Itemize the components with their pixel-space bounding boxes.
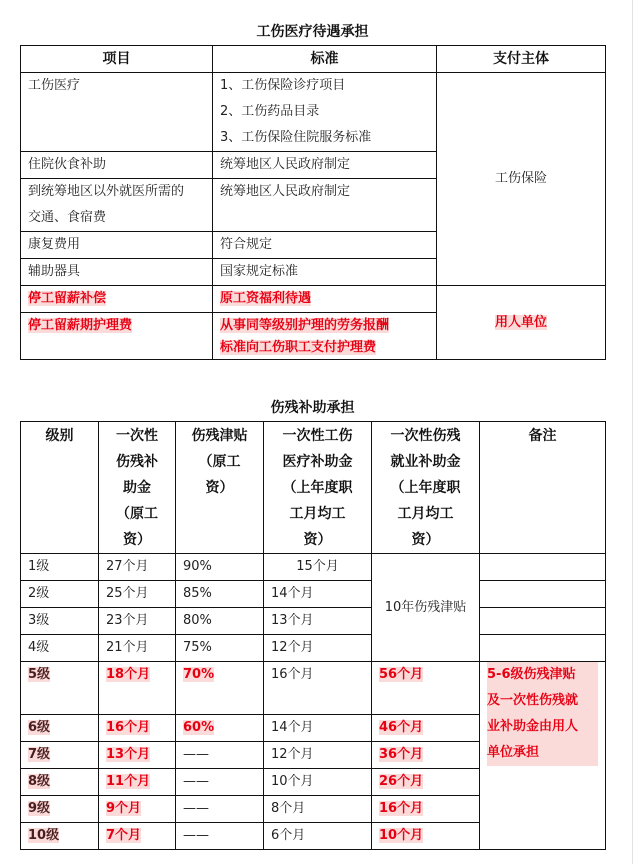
table-row [21, 581, 606, 608]
employment-cell [372, 742, 480, 769]
medical-cell: 12个月 [264, 635, 372, 662]
level-cell [21, 796, 99, 823]
standard-cell [213, 73, 437, 152]
medical-cell: 10个月 [264, 769, 372, 796]
medical-benefits-table [20, 45, 606, 360]
highlighted-text: 16个月 [379, 801, 424, 816]
standard-cell: 统筹地区人民政府制定 [213, 179, 437, 232]
allowance-cell: 75% [176, 635, 264, 662]
table-row [21, 73, 606, 152]
medical-cell: 15个月 [264, 554, 372, 581]
level-cell: 4级 [21, 635, 99, 662]
lump-cell: 27个月 [99, 554, 176, 581]
header-line: 资） [205, 480, 234, 496]
level-cell [21, 769, 99, 796]
standard-cell: 国家规定标准 [213, 259, 437, 286]
item-cell [21, 179, 213, 232]
payer-employer-cell [437, 286, 606, 360]
highlighted-text: 18个月 [106, 667, 151, 682]
lump-cell [99, 715, 176, 742]
allowance-cell: 80% [176, 608, 264, 635]
header-line: 资） [411, 532, 440, 548]
note-cell [480, 635, 606, 662]
highlighted-text: 原工资福利待遇 [220, 291, 312, 306]
lump-cell [99, 662, 176, 715]
header-line: （上年度职 [282, 480, 353, 496]
header-standard: 标准 [213, 46, 437, 73]
employment-1-4-cell: 10年伤残津贴 [372, 554, 480, 662]
medical-cell: 16个月 [264, 662, 372, 715]
highlighted-text: 26个月 [379, 774, 424, 789]
highlighted-text: 从事同等级别护理的劳务报酬 [220, 318, 390, 333]
highlighted-text: 停工留薪补偿 [28, 291, 107, 306]
disability-benefits-table [20, 421, 606, 850]
level-cell [21, 823, 99, 850]
highlighted-text: 36个月 [379, 747, 424, 762]
level-cell: 1级 [21, 554, 99, 581]
highlighted-text: 单位承担 [487, 745, 540, 760]
table-row [21, 635, 606, 662]
level-cell: 2级 [21, 581, 99, 608]
allowance-cell: 85% [176, 581, 264, 608]
header-line: 工月均工 [289, 506, 346, 522]
highlighted-text: 标准向工伤职工支付护理费 [220, 340, 377, 355]
note-5-10-cell [480, 662, 606, 850]
lump-cell [99, 769, 176, 796]
note-cell [480, 608, 606, 635]
allowance-cell [176, 662, 264, 715]
header-line: 工月均工 [397, 506, 454, 522]
highlighted-text: 用人单位 [494, 314, 547, 330]
allowance-cell: —— [176, 769, 264, 796]
level-cell [21, 742, 99, 769]
standard-cell: 统筹地区人民政府制定 [213, 152, 437, 179]
header-line: 伤残补 [116, 454, 158, 470]
item-cell: 住院伙食补助 [21, 152, 213, 179]
lump-cell [99, 742, 176, 769]
highlighted-text: 10个月 [379, 828, 424, 843]
highlighted-text: 56个月 [379, 667, 424, 682]
highlighted-text: 5级 [28, 667, 51, 682]
header-medical-subsidy [264, 422, 372, 554]
medical-cell: 14个月 [264, 581, 372, 608]
header-line: 就业补助金 [390, 454, 461, 470]
lump-cell [99, 823, 176, 850]
highlighted-text: 停工留薪期护理费 [28, 318, 133, 333]
highlighted-text: 8级 [28, 774, 51, 789]
highlighted-text: 6级 [28, 720, 51, 735]
allowance-cell: —— [176, 823, 264, 850]
employment-cell [372, 662, 480, 715]
lump-cell [99, 796, 176, 823]
header-line: 级别 [45, 428, 74, 444]
level-cell [21, 715, 99, 742]
standard-line: 2、工伤药品目录 [220, 104, 320, 119]
item-cell: 康复费用 [21, 232, 213, 259]
highlighted-text: 16个月 [106, 720, 151, 735]
employment-cell [372, 769, 480, 796]
table2-title: 伤残补助承担 [270, 400, 355, 416]
highlighted-text: 及一次性伤残就 [487, 693, 579, 708]
item-cell [21, 313, 213, 360]
medical-cell: 8个月 [264, 796, 372, 823]
payer-insurance-cell: 工伤保险 [437, 73, 606, 286]
medical-cell: 14个月 [264, 715, 372, 742]
item-cell [21, 286, 213, 313]
lump-cell: 23个月 [99, 608, 176, 635]
allowance-cell [176, 715, 264, 742]
standard-cell [213, 313, 437, 360]
employment-cell [372, 796, 480, 823]
item-line: 交通、食宿费 [28, 210, 107, 225]
highlighted-text: 46个月 [379, 720, 424, 735]
header-line: 一次性工伤 [282, 428, 353, 444]
table-row [21, 554, 606, 581]
item-cell: 辅助器具 [21, 259, 213, 286]
lump-cell: 21个月 [99, 635, 176, 662]
table-row [21, 608, 606, 635]
header-line: （原工 [198, 454, 241, 470]
highlighted-text: 业补助金由用人 [487, 719, 579, 734]
standard-line: 1、工伤保险诊疗项目 [220, 78, 346, 93]
header-notes [480, 422, 606, 554]
header-line: 一次性 [116, 428, 158, 444]
header-payer: 支付主体 [437, 46, 606, 73]
employment-cell [372, 715, 480, 742]
table1-title: 工伤医疗待遇承担 [256, 24, 369, 40]
header-line: （原工 [116, 506, 158, 522]
standard-line: 3、工伤保险住院服务标准 [220, 130, 372, 145]
level-cell [21, 662, 99, 715]
table1-header-row [21, 46, 606, 73]
medical-cell: 12个月 [264, 742, 372, 769]
allowance-cell: 90% [176, 554, 264, 581]
highlighted-text: 13个月 [106, 747, 151, 762]
highlighted-text: 10级 [28, 828, 60, 843]
medical-cell: 13个月 [264, 608, 372, 635]
page-edge [632, 0, 633, 864]
header-level [21, 422, 99, 554]
note-cell [480, 581, 606, 608]
header-line: 备注 [528, 428, 557, 444]
highlighted-text: 7个月 [106, 828, 142, 843]
header-line: 一次性伤残 [390, 428, 461, 444]
table2-header-row [21, 422, 606, 554]
level-cell: 3级 [21, 608, 99, 635]
header-line: （上年度职 [390, 480, 461, 496]
highlighted-text: 5-6级伤残津贴 [487, 667, 576, 682]
header-line: 助金 [123, 480, 151, 496]
header-item: 项目 [21, 46, 213, 73]
highlighted-text: 11个月 [106, 774, 151, 789]
header-line: 伤残津贴 [191, 428, 248, 444]
item-cell: 工伤医疗 [21, 73, 213, 152]
header-line: 资） [303, 532, 332, 548]
header-allowance [176, 422, 264, 554]
table-row [21, 286, 606, 313]
note-cell [480, 554, 606, 581]
standard-cell [213, 286, 437, 313]
standard-cell: 符合规定 [213, 232, 437, 259]
medical-cell: 6个月 [264, 823, 372, 850]
highlighted-text: 70% [183, 667, 215, 682]
item-line: 到统筹地区以外就医所需的 [28, 184, 185, 199]
table-row [21, 662, 606, 715]
highlighted-text: 9级 [28, 801, 51, 816]
allowance-cell: —— [176, 742, 264, 769]
header-employment-subsidy [372, 422, 480, 554]
header-line: 医疗补助金 [282, 454, 353, 470]
lump-cell: 25个月 [99, 581, 176, 608]
highlighted-text: 7级 [28, 747, 51, 762]
employment-cell [372, 823, 480, 850]
allowance-cell: —— [176, 796, 264, 823]
header-line: 资） [123, 532, 151, 548]
highlighted-text: 60% [183, 720, 215, 735]
highlighted-text: 9个月 [106, 801, 142, 816]
header-lump-sum [99, 422, 176, 554]
